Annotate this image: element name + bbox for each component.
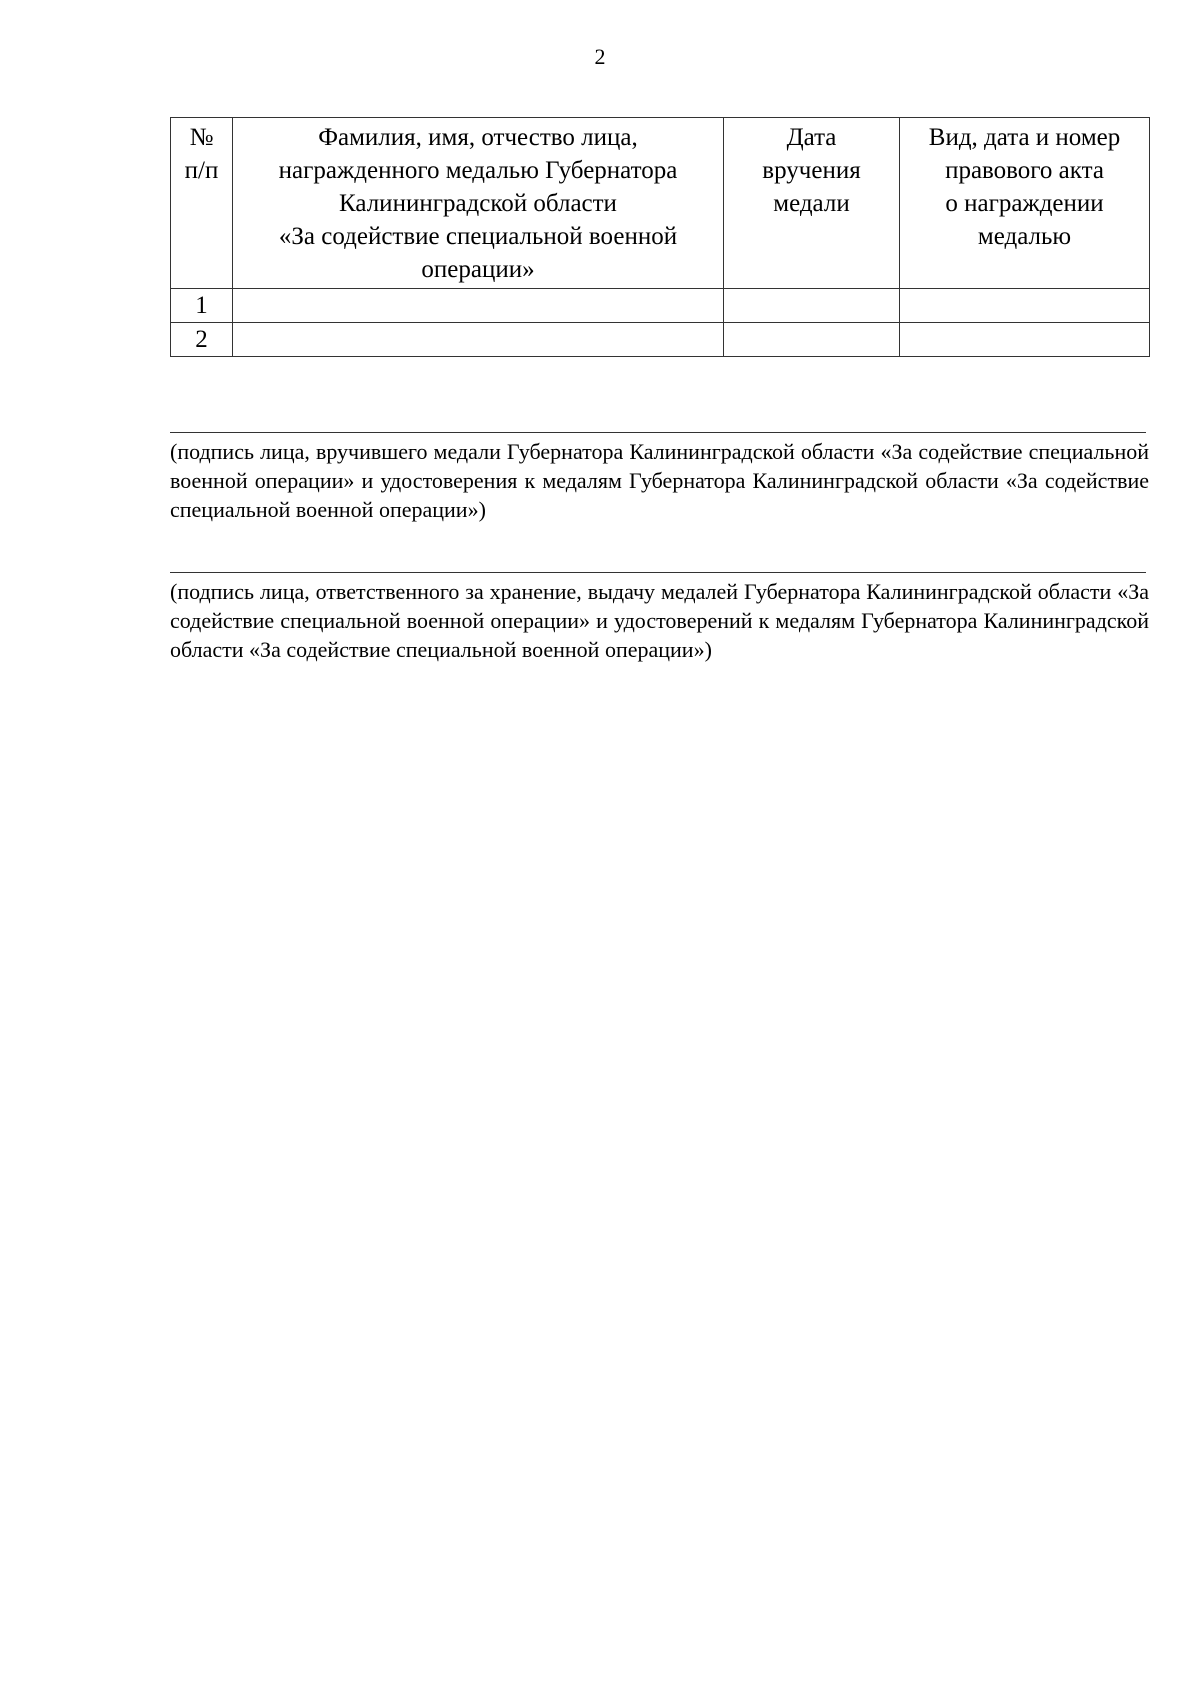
column-header-award-date: Дата вручения медали	[724, 118, 900, 289]
signature-line	[170, 572, 1146, 573]
award-register-table	[170, 117, 1150, 357]
signature-block-custodian	[170, 572, 1149, 664]
cell-number: 1	[171, 289, 233, 323]
table-row	[171, 289, 1150, 323]
table-row	[171, 323, 1150, 357]
page-number: 2	[594, 44, 606, 69]
table-header-row	[171, 118, 1150, 289]
cell-legal-act	[900, 323, 1150, 357]
cell-full-name	[233, 289, 724, 323]
signature-block-presenter	[170, 432, 1149, 524]
signature-caption: (подпись лица, вручившего медали Губернатора Калининградской области «За содействие специальной военной операции» и удостоверения к медалям Губернатора Калининградской области «За содействие специальной военной операции»)	[170, 439, 1149, 522]
cell-full-name	[233, 323, 724, 357]
signature-caption: (подпись лица, ответственного за хранение, выдачу медалей Губернатора Калининградской области «За содействие специальной военной операции» и удостоверений к медалям Губернатора Калининградской области «За содействие специальной военной операции»)	[170, 579, 1149, 662]
signature-line	[170, 432, 1146, 433]
column-header-number: № п/п	[171, 118, 233, 289]
cell-legal-act	[900, 289, 1150, 323]
cell-award-date	[724, 289, 900, 323]
column-header-full-name: Фамилия, имя, отчество лица, награжденного медалью Губернатора Калининградской области «За содействие специальной военной операции»	[233, 118, 724, 289]
cell-award-date	[724, 323, 900, 357]
cell-number: 2	[171, 323, 233, 357]
column-header-legal-act: Вид, дата и номер правового акта о награждении медалью	[900, 118, 1150, 289]
